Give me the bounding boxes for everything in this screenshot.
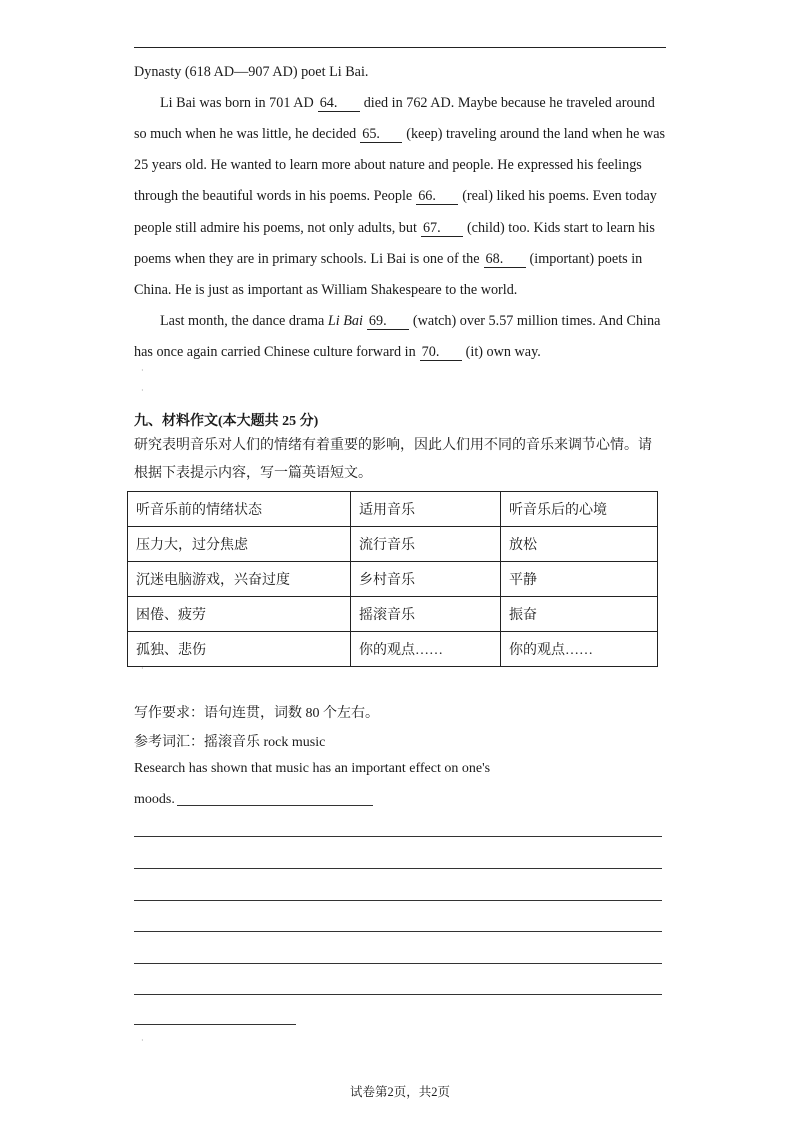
passage-line: Dynasty (618 AD—907 AD) poet Li Bai. xyxy=(134,64,369,80)
table-cell: 孤独、悲伤 xyxy=(128,632,351,667)
table-cell: 摇滚音乐 xyxy=(351,597,501,632)
text-segment: Li Bai was born in 701 AD xyxy=(160,95,314,111)
opening-sentence: Research has shown that music has an important effect on one's xyxy=(134,761,491,776)
table-header-row xyxy=(128,492,658,527)
reference-vocab: 参考词汇：摇滚音乐 rock music xyxy=(134,735,326,750)
mood-music-table xyxy=(127,491,658,667)
passage-line: China. He is just as important as William Shakespeare to the world. xyxy=(134,282,518,298)
writing-line[interactable] xyxy=(134,931,662,932)
passage-line xyxy=(134,124,665,144)
writing-line[interactable] xyxy=(134,1024,296,1025)
passage-line xyxy=(134,249,642,269)
answer-blank-68[interactable]: 68. xyxy=(484,252,526,268)
opening-sentence-end: moods. xyxy=(134,792,175,807)
table-cell: 流行音乐 xyxy=(351,527,501,562)
table-cell: 困倦、疲劳 xyxy=(128,597,351,632)
table-cell: 你的观点…… xyxy=(351,632,501,667)
table-row xyxy=(128,527,658,562)
table-header-cell: 听音乐后的心境 xyxy=(501,492,658,527)
section-heading: 九、材料作文(本大题共 25 分) xyxy=(134,414,319,429)
passage-line xyxy=(160,93,655,113)
answer-blank-64[interactable]: 64. xyxy=(318,96,360,112)
drama-title: Li Bai xyxy=(327,313,363,329)
table-row xyxy=(128,562,658,597)
writing-line[interactable] xyxy=(134,994,662,995)
text-segment: (keep) traveling around the land when he was xyxy=(406,126,666,142)
table-cell: 振奋 xyxy=(501,597,658,632)
answer-blank-66[interactable]: 66. xyxy=(416,189,458,205)
passage-line xyxy=(134,218,655,238)
top-rule xyxy=(134,47,666,48)
text-segment: poems when they are in primary schools. Li Bai is one of the xyxy=(134,251,480,267)
answer-blank-65[interactable]: 65. xyxy=(360,127,402,143)
writing-line[interactable] xyxy=(134,900,662,901)
table-cell: 放松 xyxy=(501,527,658,562)
text-segment: (it) own way. xyxy=(465,344,541,360)
page-footer: 试卷第2页，共2页 xyxy=(349,1085,450,1099)
stray-mark: · xyxy=(141,1036,144,1045)
table-cell: 乡村音乐 xyxy=(351,562,501,597)
text-segment: (real) liked his poems. Even today xyxy=(462,188,657,204)
answer-blank-70[interactable]: 70. xyxy=(420,345,462,361)
table-header-cell: 听音乐前的情绪状态 xyxy=(128,492,351,527)
passage-line: 25 years old. He wanted to learn more about nature and people. He expressed his feelings xyxy=(134,157,642,173)
table-header-cell: 适用音乐 xyxy=(351,492,501,527)
table-cell: 平静 xyxy=(501,562,658,597)
text-segment: so much when he was little, he decided xyxy=(134,126,357,142)
passage-line xyxy=(160,311,660,331)
table-cell: 压力大，过分焦虑 xyxy=(128,527,351,562)
answer-blank-69[interactable]: 69. xyxy=(367,314,409,330)
writing-requirement: 写作要求：语句连贯，词数 80 个左右。 xyxy=(134,706,379,721)
writing-line[interactable] xyxy=(134,963,662,964)
table-cell: 沉迷电脑游戏，兴奋过度 xyxy=(128,562,351,597)
text-segment: (watch) over 5.57 million times. And China xyxy=(412,313,661,329)
text-segment: Last month, the dance drama xyxy=(160,313,325,329)
text-segment: people still admire his poems, not only adults, but xyxy=(134,220,417,236)
table-cell: 你的观点…… xyxy=(501,632,658,667)
writing-line[interactable] xyxy=(177,805,373,806)
text-segment: (child) too. Kids start to learn his xyxy=(466,220,655,236)
prompt-text: 研究表明音乐对人们的情绪有着重要的影响，因此人们用不同的音乐来调节心情。请 xyxy=(134,438,652,453)
stray-mark: · xyxy=(141,664,144,673)
writing-line[interactable] xyxy=(134,836,662,837)
passage-line xyxy=(134,342,541,362)
text-segment: through the beautiful words in his poems. People xyxy=(134,188,413,204)
answer-blank-67[interactable]: 67. xyxy=(421,221,463,237)
writing-line[interactable] xyxy=(134,868,662,869)
text-segment: (important) poets in xyxy=(529,251,643,267)
table-row xyxy=(128,632,658,667)
passage-line xyxy=(134,186,657,206)
text-segment: died in 762 AD. Maybe because he traveled around xyxy=(363,95,655,111)
text-segment: has once again carried Chinese culture forward in xyxy=(134,344,416,360)
stray-mark: · xyxy=(141,386,144,395)
table-row xyxy=(128,597,658,632)
prompt-text: 根据下表提示内容，写一篇英语短文。 xyxy=(134,466,372,481)
stray-mark: · xyxy=(141,366,144,375)
